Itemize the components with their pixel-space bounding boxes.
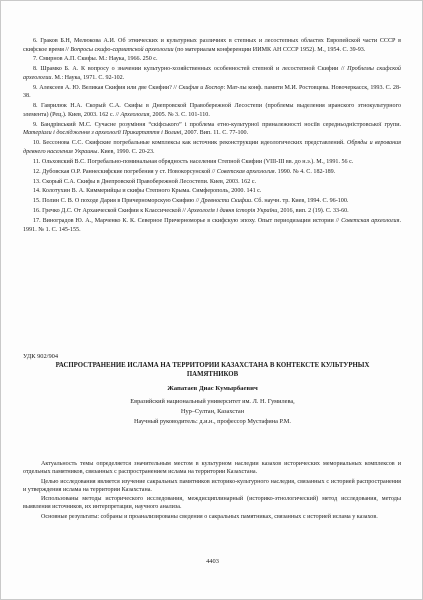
reference-details: . Сб. научн. тр. Киев, 1994. С. 96-100.: [251, 198, 349, 205]
body-paragraph-aim: Целью исследования является изучение сакральных памятников историко-культурного наследия, связанных с историей распространения и утверждения ислама на территории Казахстана.: [23, 478, 401, 493]
reference-item: [23, 65, 401, 82]
reference-item: [23, 207, 401, 216]
udk-code: УДК 902/904: [23, 353, 59, 360]
reference-text: 14. Колотухин В. А. Киммерийцы и скифы Степного Крыма. Симферополь, 2000. 141 с.: [33, 188, 262, 195]
reference-list: [23, 37, 401, 236]
reference-source-title: Советская археология: [216, 168, 275, 175]
reference-details: . М.: Наука, 1971. С. 92-102.: [51, 74, 125, 81]
reference-details: . 1991. № 1. С. 145-155.: [23, 218, 401, 233]
reference-text: 11. Ольховский В.С. Погребально-поминальная обрядность населения Степной Скифии (VIII-III вв. до н.э.). М., 1991. 56 с.: [33, 158, 354, 165]
reference-item: [23, 217, 401, 234]
reference-item: [23, 168, 401, 177]
reference-item: [23, 139, 401, 156]
reference-text: 16. Гречко Д.С. От Архаической Скифии к Классической //: [33, 208, 188, 215]
reference-text: 15. Полин С. В. О походе Дария в Причерноморскую Скифию //: [33, 198, 201, 205]
reference-item: [23, 187, 401, 196]
reference-text: 7. Смирнов А.П. Скифы. М.: Наука, 1966. 250 с.: [33, 56, 158, 63]
reference-source-title: Древности Скифии: [200, 198, 252, 205]
reference-details: . 1990. № 4. С. 182-189.: [274, 168, 336, 175]
reference-source-title: Вопросы скифо-сарматской археологии: [70, 46, 174, 53]
reference-item: [23, 178, 401, 187]
body-paragraph-relevance: Актуальность темы определяется значительным местом в культурном наследии казахов исторических мемориальных комплексов и отдельных памятников, связанных с распространением ислама на территории Казахстана.: [23, 461, 401, 476]
article-body: [23, 460, 401, 522]
affiliation-city: Нур–Султан, Казахстан: [180, 408, 245, 416]
reference-text: 8. Гаврилюк Н.А. Скорый С.А. Скифы в Днепровской Правобережной Лесостепи (проблемы выделения иранского этнокультурного элемента) (Рец.). Киев, 2003. 162 с. //: [23, 103, 401, 118]
reference-item: [23, 121, 401, 138]
reference-details: . Киев, 1990. С. 20-23.: [97, 148, 155, 155]
reference-text: 9. Алексеев А. Ю. Великая Скифия или две Скифии? //: [33, 84, 179, 91]
reference-details: : Мат-лы конф. памяти М.И. Ростовцева. Новочеркасск, 1993. С. 28-38.: [23, 84, 402, 100]
reference-source-title: Археологія і давня історія України: [187, 208, 278, 215]
reference-text: 6. Граков Б.Н, Мелюкова А.И. Об этнических и культурных различиях в степных и лесостепных областях Европейской части СССР в скифское время //: [23, 38, 401, 53]
reference-source-title: Матеріали і дослідження з археології Прикарпаття і Волині: [23, 130, 182, 137]
reference-text: 9. Бандрівський М.С. Сучасне розуміння “скіфського” і проблема етно-культурної приналежності носіїв середньодністровської групи.: [33, 121, 401, 128]
reference-item: [23, 55, 401, 64]
reference-source-title: Проблемы скифской археологии: [23, 66, 401, 81]
reference-text: 17. Виноградов Ю. А., Марченко К. К. Северное Причерноморье в скифскую эпоху. Опыт периодизации истории //: [33, 218, 342, 225]
reference-text: 12. Дубовская О.Р. Раннескифские погребения у ст. Новокорсунской //: [33, 168, 217, 175]
reference-text: 8. Шрамко Б. А. К вопросу о значении культурно-хозяйственных особенностей степной и лесостепной Скифии //: [33, 66, 348, 73]
reference-source-title: Скифия и Боспор: [178, 84, 224, 91]
reference-item: [23, 197, 401, 206]
reference-details: , 2007. Вип. 11. С. 77-100.: [181, 130, 249, 137]
reference-details: , 2005. № 3. С. 101-110.: [149, 111, 210, 118]
reference-text: 10. Бессонова С.С. Скифские погребальные комплексы как источник реконструкции идеологических представлений.: [33, 140, 347, 147]
reference-item: [23, 158, 401, 167]
body-paragraph-methods: Использованы методы исторического исследования, междисциплинарный (историко-этнологический) метод исследования, методы выявления источников, их интерпретации, научного анализа.: [23, 496, 401, 511]
reference-source-title: Обряды и верования древнего населения Украины: [23, 140, 401, 155]
article-title: РАСПРОСТРАНЕНИЕ ИСЛАМА НА ТЕРРИТОРИИ КАЗАХСТАНА В КОНТЕКСТЕ КУЛЬТУРНЫХ ПАМЯТНИКОВ: [55, 362, 370, 378]
reference-item: [23, 102, 401, 119]
affiliation-university: Евразийский национальный университет им. Л. Н. Гумилева,: [130, 398, 295, 405]
reference-item: [23, 84, 401, 101]
reference-details: , 2016, вип. 2 (19). С. 33-60.: [277, 208, 349, 215]
page-number: 4403: [206, 558, 219, 565]
reference-source-title: Советская археология: [341, 218, 400, 225]
affiliation-block: [41, 397, 384, 428]
author-name: Жапатаев Диас Кумырбаевич: [167, 385, 258, 392]
reference-item: [23, 37, 401, 54]
reference-text: 13. Скорый С.А. Скифы в Днепровской Правобережной Лесостепи. Киев, 2003. 162 с.: [33, 178, 257, 185]
body-paragraph-results: Основные результаты: собраны и проанализированы сведения о сакральных памятниках, связанных с историей ислама у казахов.: [41, 513, 378, 520]
reference-details: (по материалам конференции ИИМК АН СССР 1952). М., 1954. С. 39-93.: [173, 46, 366, 53]
reference-source-title: Археология: [120, 111, 150, 118]
affiliation-supervisor: Научный руководитель: д.и.н., профессор Мустафина Р.М.: [134, 418, 291, 426]
